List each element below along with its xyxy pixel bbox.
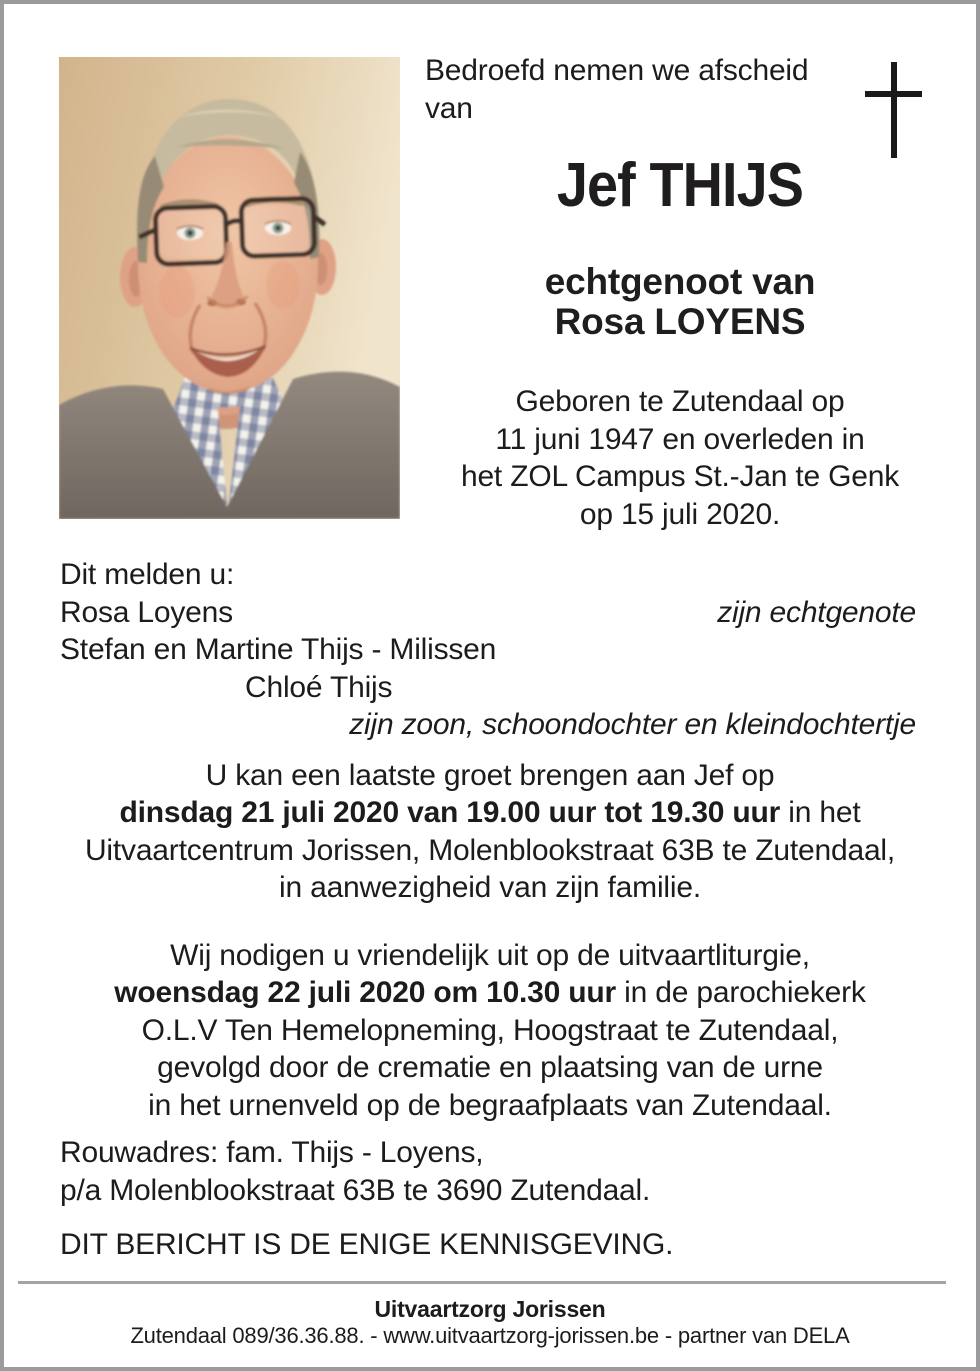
intro-line-2: van bbox=[425, 91, 473, 125]
announcement-heading: Dit melden u: bbox=[60, 558, 235, 591]
cross-horizontal-bar bbox=[865, 91, 922, 97]
service-line-3: O.L.V Ten Hemelopneming, Hoogstraat te Zutendaal, bbox=[141, 1013, 839, 1047]
family-row: Stefan en Martine Thijs - Milissen bbox=[60, 633, 497, 666]
spouse-block bbox=[410, 262, 950, 342]
mourning-address-line-1: Rouwadres: fam. Thijs - Loyens, bbox=[60, 1136, 484, 1169]
visitation-line-4: in aanwezigheid van zijn familie. bbox=[279, 871, 701, 905]
mourning-address-line-2: p/a Molenblookstraat 63B te 3690 Zutendaal. bbox=[60, 1173, 651, 1207]
family-row: Chloé Thijs bbox=[245, 670, 393, 704]
service-paragraph bbox=[30, 937, 950, 1124]
life-line-2: 11 juni 1947 en overleden in bbox=[495, 422, 865, 456]
portrait-illustration bbox=[59, 57, 400, 519]
footer bbox=[0, 1296, 980, 1349]
service-line-2-rest: in de parochiekerk bbox=[616, 976, 866, 1010]
service-datetime: woensdag 22 juli 2020 om 10.30 uur bbox=[114, 976, 617, 1010]
family-row bbox=[60, 594, 916, 632]
service-line-4: gevolgd door de crematie en plaatsing van de urne bbox=[157, 1051, 823, 1085]
portrait-photo bbox=[59, 57, 400, 519]
intro-text bbox=[425, 52, 855, 127]
visitation-line-3: Uitvaartcentrum Jorissen, Molenblookstraat 63B te Zutendaal, bbox=[84, 833, 896, 867]
intro-line-1: Bedroefd nemen we afscheid bbox=[425, 54, 809, 87]
funeral-home-name: Uitvaartzorg Jorissen bbox=[374, 1296, 606, 1322]
footer-divider bbox=[18, 1281, 946, 1284]
mourning-address bbox=[60, 1134, 650, 1209]
visitation-line-1: U kan een laatste groet brengen aan Jef op bbox=[205, 759, 775, 792]
family-member-name: Rosa Loyens bbox=[60, 595, 233, 629]
funeral-home-details: Zutendaal 089/36.36.88. - www.uitvaartzorg-jorissen.be - partner van DELA bbox=[130, 1323, 850, 1348]
deceased-name: Jef THIJS bbox=[556, 151, 804, 220]
spouse-name: Rosa LOYENS bbox=[554, 301, 806, 342]
sole-notice: DIT BERICHT IS DE ENIGE KENNISGEVING. bbox=[60, 1228, 674, 1261]
visitation-line-2 bbox=[30, 794, 950, 831]
relation-line-1: echtgenoot van bbox=[544, 261, 816, 302]
cross-vertical-bar bbox=[891, 62, 897, 158]
life-line-1: Geboren te Zutendaal op bbox=[515, 385, 845, 418]
service-line-1: Wij nodigen u vriendelijk uit op de uitvaartliturgie, bbox=[170, 939, 810, 972]
service-line-5: in het urnenveld op de begraafplaats van Zutendaal. bbox=[148, 1088, 832, 1122]
birth-death-text bbox=[410, 383, 950, 533]
relation-label: zijn echtgenote bbox=[717, 595, 916, 629]
visitation-paragraph bbox=[30, 757, 950, 907]
relation-label: zijn zoon, schoondochter en kleindochtertje bbox=[349, 708, 916, 741]
service-line-2 bbox=[30, 974, 950, 1011]
visitation-datetime: dinsdag 21 juli 2020 van 19.00 uur tot 19.30 uur bbox=[119, 796, 781, 830]
life-line-3: het ZOL Campus St.-Jan te Genk bbox=[460, 460, 900, 493]
family-announcement bbox=[60, 556, 916, 744]
visitation-line-2-rest: in het bbox=[780, 796, 861, 830]
life-line-4: op 15 juli 2020. bbox=[579, 497, 781, 531]
